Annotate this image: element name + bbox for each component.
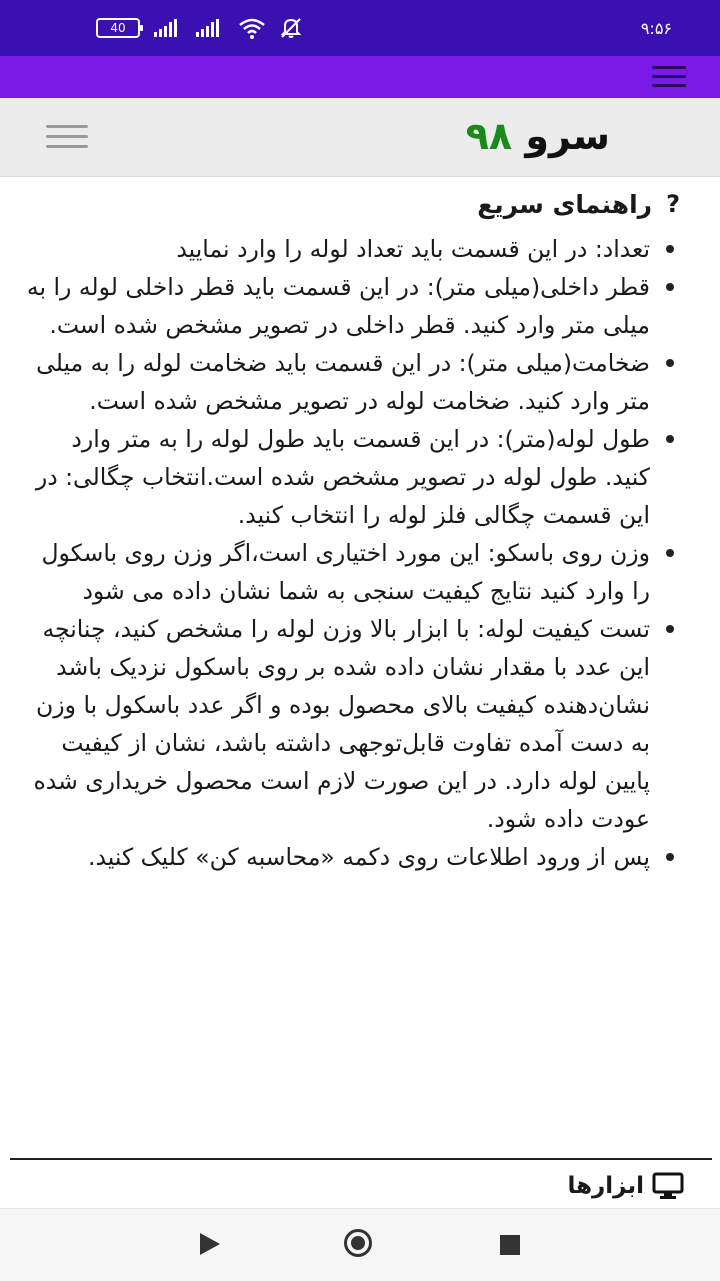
guide-item-inner-diameter: قطر داخلی(میلی متر): در این قسمت باید قطر داخلی لوله را به میلی متر وارد کنید. قطر داخلی در تصویر مشخص شده است. (20, 268, 680, 344)
guide-heading (20, 186, 680, 222)
tools-heading (567, 1172, 684, 1200)
site-header (0, 98, 720, 177)
guide-title: راهنمای سریع (477, 189, 653, 219)
guide-section (0, 176, 720, 1208)
status-time: ۹:۵۶ (640, 18, 672, 38)
menu-icon[interactable] (46, 125, 88, 151)
status-bar (0, 0, 720, 56)
hamburger-menu-icon[interactable] (652, 66, 686, 88)
battery-icon: 40 (96, 18, 140, 38)
signal-icon (196, 19, 224, 37)
back-icon[interactable] (200, 1233, 220, 1255)
recents-icon[interactable] (500, 1235, 520, 1255)
monitor-icon (652, 1172, 684, 1200)
system-nav-bar (0, 1208, 720, 1281)
logo-word: سرو (525, 114, 610, 158)
logo-number: ۹۸ (465, 114, 513, 158)
wifi-icon (238, 17, 266, 39)
tools-title: ابزارها (567, 1173, 644, 1199)
bell-off-icon (280, 17, 302, 39)
home-icon[interactable] (344, 1229, 372, 1257)
guide-item-length: طول لوله(متر): در این قسمت باید طول لوله را به متر وارد کنید. طول لوله در تصویر مشخص شده است.انتخاب چگالی: در این قسمت چگالی فلز لوله را انتخاب کنید. (20, 420, 680, 534)
question-icon: ? (666, 190, 680, 218)
site-logo[interactable] (466, 114, 610, 158)
guide-item-calculate: پس از ورود اطلاعات روی دکمه «محاسبه کن» کلیک کنید. (20, 838, 680, 876)
guide-item-scale-weight: وزن روی باسکو: این مورد اختیاری است،اگر وزن روی باسکول را وارد کنید نتایج کیفیت سنجی به شما نشان داده می شود (20, 534, 680, 610)
app-bar (0, 56, 720, 98)
guide-item-thickness: ضخامت(میلی متر): در این قسمت باید ضخامت لوله را به میلی متر وارد کنید. ضخامت لوله در تصویر مشخص شده است. (20, 344, 680, 420)
signal-icon (154, 19, 182, 37)
divider (10, 1158, 712, 1160)
status-icons (96, 17, 302, 39)
guide-list (20, 230, 680, 876)
guide-item-quality-test: تست کیفیت لوله: با ابزار بالا وزن لوله را مشخص کنید، چنانچه این عدد با مقدار نشان داده شده بر روی باسکول نزدیک باشد نشان‌دهنده کیفیت بالای محصول بوده و اگر عدد باسکول با وزن به دست آمده تفاوت قابل‌توجهی داشته باشد، نشان از کیفیت پایین لوله دارد. در این صورت لازم است محصول خریداری شده عودت داده شود. (20, 610, 680, 838)
guide-item-count: تعداد: در این قسمت باید تعداد لوله را وارد نمایید (20, 230, 680, 268)
